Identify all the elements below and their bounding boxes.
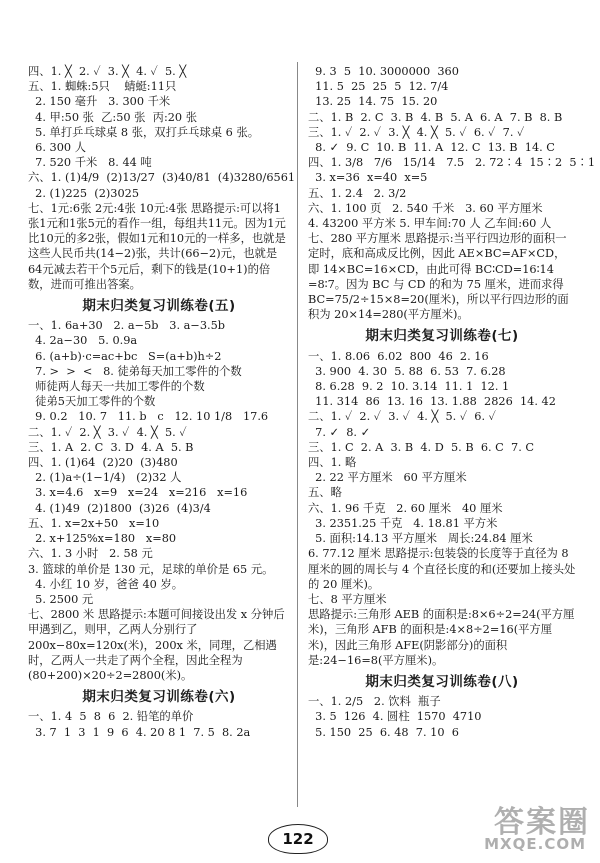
answer-line: 4. (1)49 (2)1800 (3)26 (4)3/4	[28, 501, 211, 515]
answer-line: 3. 900 4. 30 5. 88 6. 53 7. 6.28	[308, 364, 506, 378]
watermark	[420, 797, 590, 855]
answer-line: 二、1. ✓ 2. ╳ 3. ✓ 4. ╳ 5. ✓	[28, 425, 187, 439]
answer-paragraph: 七、1元:6张 2元:4张 10元:4张 思路提示:可以将1张1元和1张5元的看作一组，每组共11元。因为1元比10元的多2张，假如1元和10元的一样多，也就是这些人民币共(14−2)张，共计(66−2)元，也就是64元减去若干个5元后，剩下的钱是(10+1)的倍数，进而可推出答案。	[28, 201, 286, 291]
answer-line: 8. 6.28 9. 2 10. 3.14 11. 1 12. 1	[308, 380, 510, 394]
section-title-7: 期末归类复习训练卷(七)	[365, 328, 519, 345]
answer-line: 七、8 平方厘米	[308, 592, 387, 606]
watermark-text: 答案圈	[494, 805, 590, 840]
answer-paragraph: 6. 77.12 厘米 思路提示:包装袋的长度等于直径为 8 厘米的圆的周长与 4 个直径长度的和(还要加上接头处的 20 厘米)。	[308, 547, 576, 591]
answer-line: 五、略	[308, 486, 342, 500]
answer-line: 四、1. 略	[308, 456, 357, 470]
answer-line: 6. 300 人	[28, 141, 87, 155]
page-number-text: 122	[282, 830, 314, 848]
answer-line: 四、1. ╳ 2. ✓ 3. ╳ 4. ✓ 5. ╳	[28, 65, 187, 78]
answer-line: 六、1. (1)4/9 (2)13/27 (3)40/81 (4)3280/6561	[28, 171, 296, 185]
answer-line: 5. 面积:14.13 平方厘米 周长:24.84 厘米	[308, 532, 533, 546]
answer-line: 师徒两人每天一共加工零件的个数	[28, 380, 205, 394]
answer-line: 一、1. 6a+30 2. a−5b 3. a−3.5b	[28, 319, 226, 333]
answer-line: 11. 5 25 25 5 12. 7/4	[308, 80, 449, 94]
answer-line: 5. 2500 元	[28, 592, 94, 606]
section-title-5: 期末归类复习训练卷(五)	[82, 298, 236, 315]
section-title-6: 期末归类复习训练卷(六)	[82, 689, 236, 706]
section-title-8: 期末归类复习训练卷(八)	[365, 673, 519, 690]
answer-paragraph: 七、280 平方厘米 思路提示:当平行四边形的面积一定时，底和高成反比例，因此 AE×BC=AF×CD，即 14×BC=16×CD，由此可得 BC∶CD=16∶14 =8∶7。因为 BC 与 CD 的和为 75 厘米，进而求得 BC=75/2÷15×8=20(厘米)，所以平行四边形的面积为 20×14=280(平方厘米)。	[308, 232, 569, 322]
answer-line: 4. 甲:50 张 乙:50 张 丙:20 张	[28, 110, 198, 124]
section-7-body	[308, 349, 576, 668]
answer-line: 4. 2a−30 5. 0.9a	[28, 334, 138, 348]
answer-line: 5. 单打乒乓球桌 8 张，双打乒乓球桌 6 张。	[28, 125, 260, 139]
answer-line: 四、1. (1)64 (2)20 (3)480	[28, 456, 178, 470]
answer-line: 3. 7 1 3 1 9 6 4. 20 8 1 7. 5 8. 2a	[28, 725, 251, 739]
answer-line: 3. 篮球的单价是 130 元，足球的单价是 65 元。	[28, 562, 274, 576]
answer-line: 6. (a+b)·c=ac+bc S=(a+b)h÷2	[28, 349, 222, 363]
answer-line: 2. (1)a÷(1−1/4) (2)32 人	[28, 471, 182, 485]
right-column	[308, 0, 596, 740]
answer-line: 六、1. 100 页 2. 540 千米 3. 60 平方厘米	[308, 201, 543, 215]
answer-line: 三、1. A 2. C 3. D 4. A 5. B	[28, 440, 194, 454]
answer-line: 3. 5 126 4. 圆柱 1570 4710	[308, 710, 482, 724]
watermark-url: MXQE.COM	[484, 835, 586, 853]
answer-line: 三、1. C 2. A 3. B 4. D 5. B 6. C 7. C	[308, 440, 535, 454]
answer-line: 四、1. 3/8 7/6 15/14 7.5 2. 72∶4 15∶2 5∶1	[308, 156, 596, 170]
answer-line: 三、1. ✓ 2. ✓ 3. ╳ 4. ╳ 5. ✓ 6. ✓ 7. ✓	[308, 125, 525, 139]
page-number	[268, 826, 328, 852]
section-8-body	[308, 694, 576, 740]
page-number-ornament	[268, 824, 328, 854]
answer-line: 2. (1)225 (2)3025	[28, 186, 140, 200]
answer-line: 4. 43200 平方米 5. 甲车间:70 人 乙车间:60 人	[308, 217, 552, 231]
section-6-body	[28, 709, 290, 739]
answer-line: 一、1. 2/5 2. 饮料 瓶子	[308, 695, 441, 709]
answer-line: 2. x+125%x=180 x=80	[28, 532, 177, 546]
answer-line: 二、1. B 2. C 3. B 4. B 5. A 6. A 7. B 8. B	[308, 110, 563, 124]
answer-line: 六、1. 96 千克 2. 60 厘米 40 厘米	[308, 501, 503, 515]
answer-line: 9. 0.2 10. 7 11. b c 12. 10 1/8 17.6	[28, 410, 269, 424]
answer-line: 7. > > < 8. 徒弟每天加工零件的个数	[28, 364, 242, 378]
answer-line: 一、1. 4 5 8 6 2. 铅笔的单价	[28, 710, 194, 724]
answer-line: 2. 22 平方厘米 60 平方厘米	[308, 471, 467, 485]
answer-line: 5. 150 25 6. 48 7. 10 6	[308, 725, 459, 739]
answer-line: 7. ✓ 8. ✓	[308, 425, 371, 439]
answer-line: 五、1. x=2x+50 x=10	[28, 516, 160, 530]
column-divider	[297, 62, 298, 807]
answer-line: 13. 25 14. 75 15. 20	[308, 95, 438, 109]
answer-line: 一、1. 8.06 6.02 800 46 2. 16	[308, 349, 489, 363]
right-top-block	[308, 64, 596, 322]
answer-line: 3. x=4.6 x=9 x=24 x=216 x=16	[28, 486, 248, 500]
answer-line: 六、1. 3 小时 2. 58 元	[28, 547, 153, 561]
answer-paragraph: 七、2800 米 思路提示:本题可间接设出发 x 分钟后甲遇到乙，则甲，乙两人分别行了 200x−80x=120x(米)，200x 米，同理，乙相遇时，乙两人一共走了两个全程，因此全程为(80+200)×20÷2=2800(米)。	[28, 608, 285, 682]
answer-line: 五、1. 蜘蛛:5只 蜻蜓:11只	[28, 80, 177, 94]
answer-line: 7. 520 千米 8. 44 吨	[28, 156, 152, 170]
answer-line: 9. 3 5 10. 3000000 360	[308, 65, 459, 78]
answer-line: 3. x=36 x=40 x=5	[308, 171, 428, 185]
answer-line: 2. 150 毫升 3. 300 千米	[28, 95, 171, 109]
section-5-body	[28, 318, 290, 683]
answer-paragraph: 思路提示:三角形 AEB 的面积是:8×6÷2=24(平方厘米)，三角形 AFB 的面积是:4×8÷2=16(平方厘米)，因此三角形 AFE(阴影部分)的面积是:24−16=8(平方厘米)。	[308, 608, 575, 667]
answer-line: 8. ✓ 9. C 10. B 11. A 12. C 13. B 14. C	[308, 141, 555, 155]
answer-line: 11. 314 86 13. 16 13. 1.88 2826 14. 42	[308, 395, 556, 409]
answer-line: 4. 小红 10 岁，爸爸 40 岁。	[28, 577, 184, 591]
answer-line: 二、1. ✓ 2. ✓ 3. ✓ 4. ╳ 5. ✓ 6. ✓	[308, 410, 496, 424]
left-top-block	[28, 64, 296, 292]
left-column	[28, 0, 296, 740]
answer-line: 五、1. 2.4 2. 3/2	[308, 186, 407, 200]
answer-line: 徒弟5天加工零件的个数	[28, 395, 156, 409]
answer-line: 3. 2351.25 千克 4. 18.81 平方米	[308, 516, 498, 530]
